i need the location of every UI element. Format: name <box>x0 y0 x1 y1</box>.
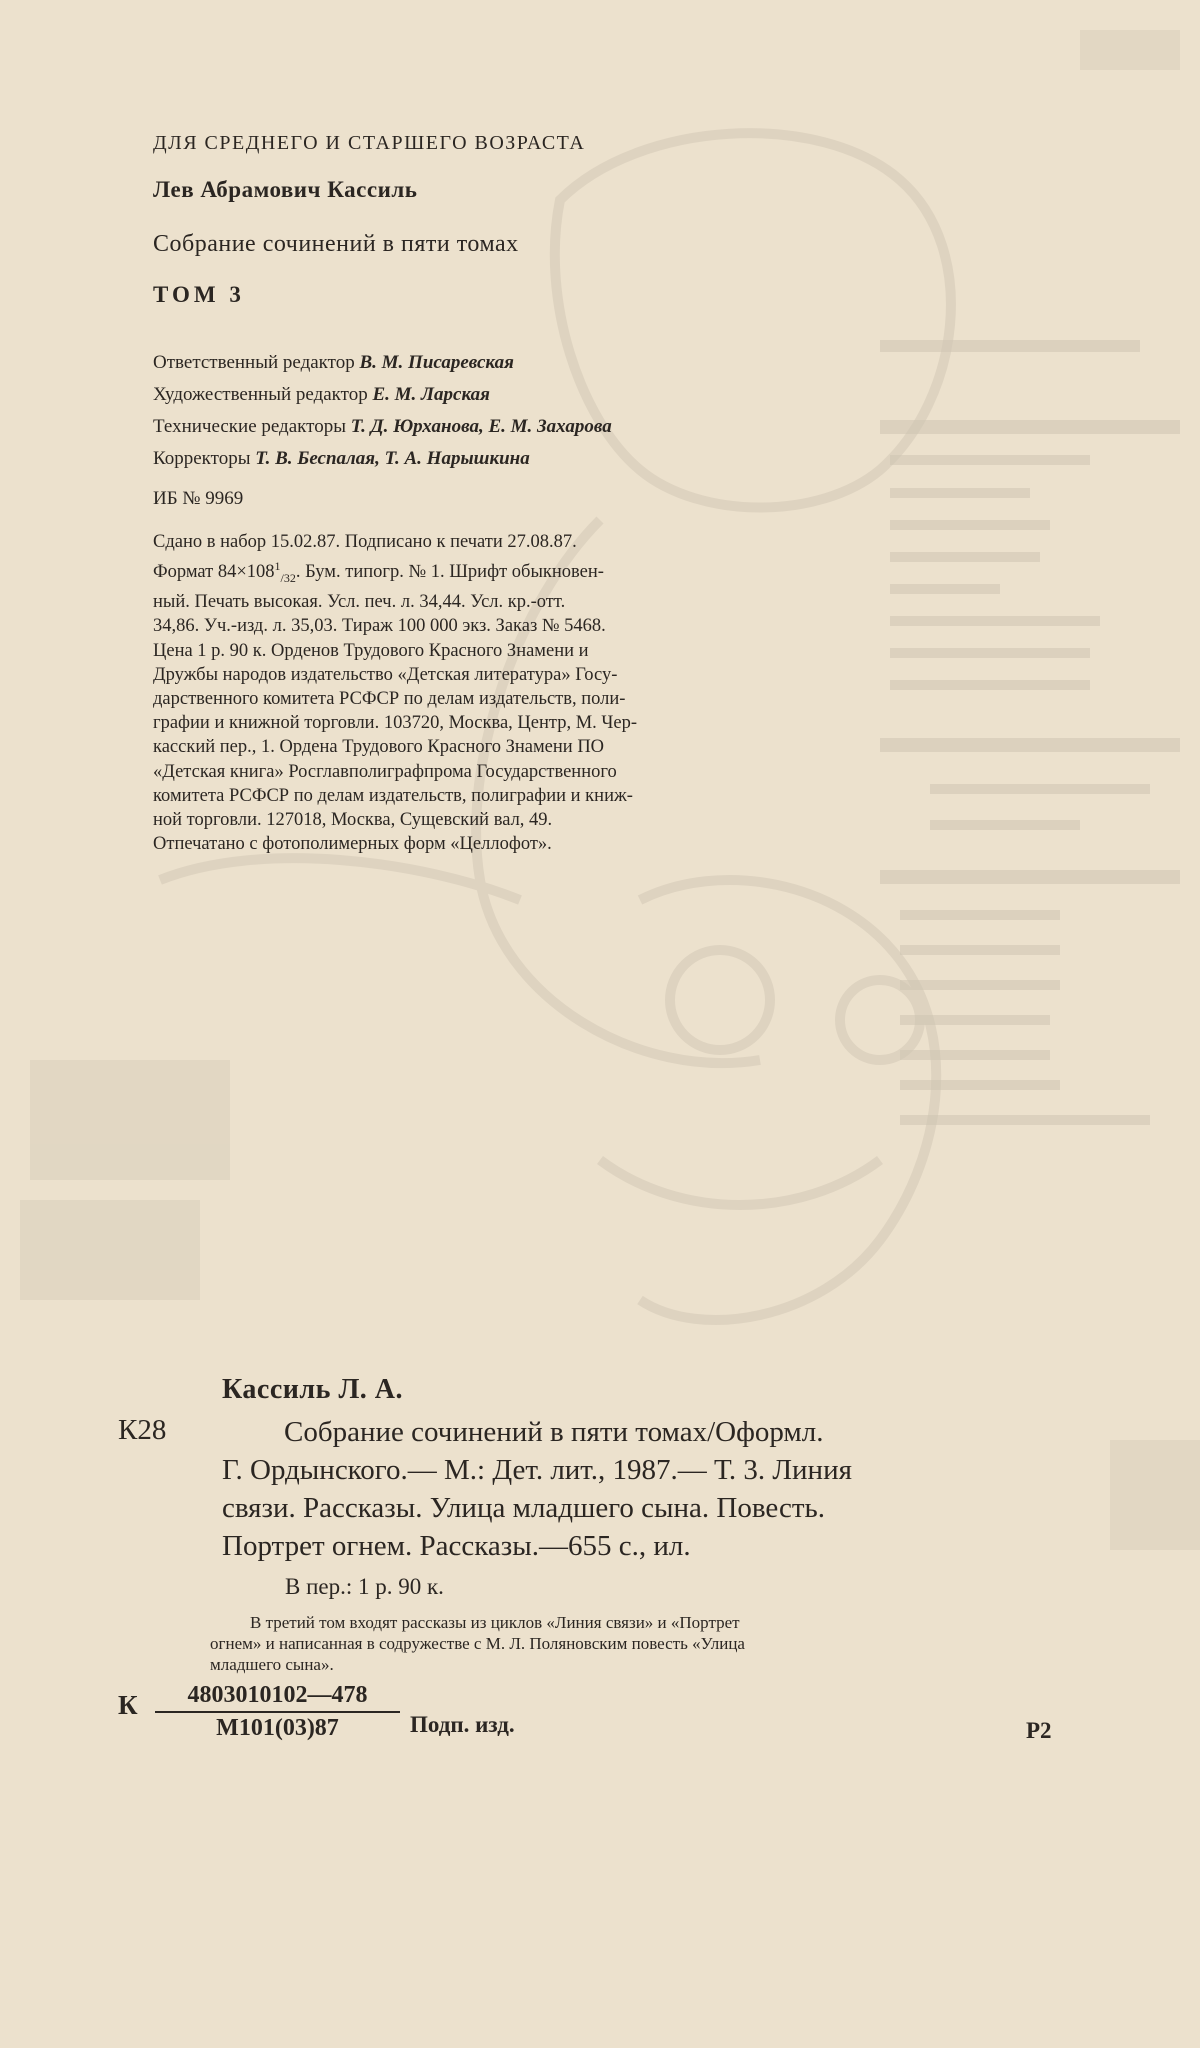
credit-row <box>153 379 612 411</box>
format-suffix: . Бум. типогр. № 1. Шрифт обыкновен- <box>295 562 604 583</box>
imprint-line: комитета РСФСР по делам издательств, полиграфии и книж- <box>153 785 633 806</box>
credit-role: Корректоры <box>153 448 251 469</box>
catalog-line: Собрание сочинений в пяти томах/Оформл. <box>284 1416 824 1448</box>
format-sub: /32 <box>280 571 296 586</box>
format-prefix: Формат 84×108 <box>153 562 275 583</box>
annotation-line: огнем» и написанная в содружестве с М. Л. Поляновским повесть «Улица <box>210 1634 745 1653</box>
credit-row <box>153 443 612 475</box>
credit-names: В. М. Писаревская <box>359 352 514 373</box>
index-numerator: 4803010102—478 <box>155 1682 400 1713</box>
imprint-line: Сдано в набор 15.02.87. Подписано к печати 27.08.87. <box>153 532 577 552</box>
subscription-label: Подп. изд. <box>410 1712 515 1737</box>
imprint-line: графии и книжной торговли. 103720, Москва, Центр, М. Чер- <box>153 713 638 734</box>
volume-number: ТОМ 3 <box>153 282 245 307</box>
catalog-author: Кассиль Л. А. <box>222 1374 404 1405</box>
annotation-line: младшего сына». <box>210 1655 334 1674</box>
catalog-line: Портрет огнем. Рассказы.—655 с., ил. <box>222 1530 691 1562</box>
category-code: Р2 <box>1026 1718 1052 1743</box>
catalog-line: Г. Ордынского.— М.: Дет. лит., 1987.— Т. 3. Линия <box>222 1454 852 1486</box>
annotation-block <box>210 1612 1145 1675</box>
imprint-line: касский пер., 1. Ордена Трудового Красного Знамени ПО <box>153 737 605 758</box>
imprint-line: Отпечатано с фотополимерных форм «Целлофот». <box>153 834 552 855</box>
credit-role: Художественный редактор <box>153 384 368 405</box>
annotation-line: В третий том входят рассказы из циклов «Линия связи» и «Портрет <box>250 1613 740 1632</box>
imprint-line: ный. Печать высокая. Усл. печ. л. 34,44. Усл. кр.-отт. <box>153 592 566 613</box>
imprint-line: Дружбы народов издательство «Детская литература» Госу- <box>153 664 618 685</box>
credit-row <box>153 347 612 379</box>
imprint-line: Цена 1 р. 90 к. Орденов Трудового Красного Знамени и <box>153 640 589 661</box>
collection-title: Собрание сочинений в пяти томах <box>153 231 519 257</box>
index-fraction <box>155 1682 400 1742</box>
credit-names: Т. Д. Юрханова, Е. М. Захарова <box>350 416 612 437</box>
credit-row <box>153 411 612 443</box>
index-denominator: М101(03)87 <box>216 1715 339 1741</box>
credit-role: Технические редакторы <box>153 416 346 437</box>
catalog-line: связи. Рассказы. Улица младшего сына. Повесть. <box>222 1492 825 1524</box>
format-sup: 1 <box>274 559 281 574</box>
catalog-code: К28 <box>118 1414 167 1446</box>
imprint-line: «Детская книга» Росглавполиграфпрома Государственного <box>153 761 617 782</box>
credit-names: Е. М. Ларская <box>372 384 490 405</box>
imprint-block <box>153 530 793 856</box>
credits-list <box>153 347 612 475</box>
ib-number: ИБ № 9969 <box>153 488 244 509</box>
catalog-description <box>222 1413 1147 1565</box>
imprint-line: дарственного комитета РСФСР по делам издательств, поли- <box>153 689 626 710</box>
imprint-line: 34,86. Уч.-изд. л. 35,03. Тираж 100 000 экз. Заказ № 5468. <box>153 616 606 637</box>
credit-names: Т. В. Беспалая, Т. А. Нарышкина <box>255 448 530 469</box>
age-group-label: ДЛЯ СРЕДНЕГО И СТАРШЕГО ВОЗРАСТА <box>153 132 586 154</box>
binding-price: В пер.: 1 р. 90 к. <box>285 1574 444 1599</box>
author-name: Лев Абрамович Кассиль <box>153 177 418 202</box>
credit-role: Ответственный редактор <box>153 352 355 373</box>
index-letter: К <box>118 1690 138 1720</box>
imprint-format-line <box>153 554 793 590</box>
imprint-line: ной торговли. 127018, Москва, Сущевский вал, 49. <box>153 810 553 831</box>
